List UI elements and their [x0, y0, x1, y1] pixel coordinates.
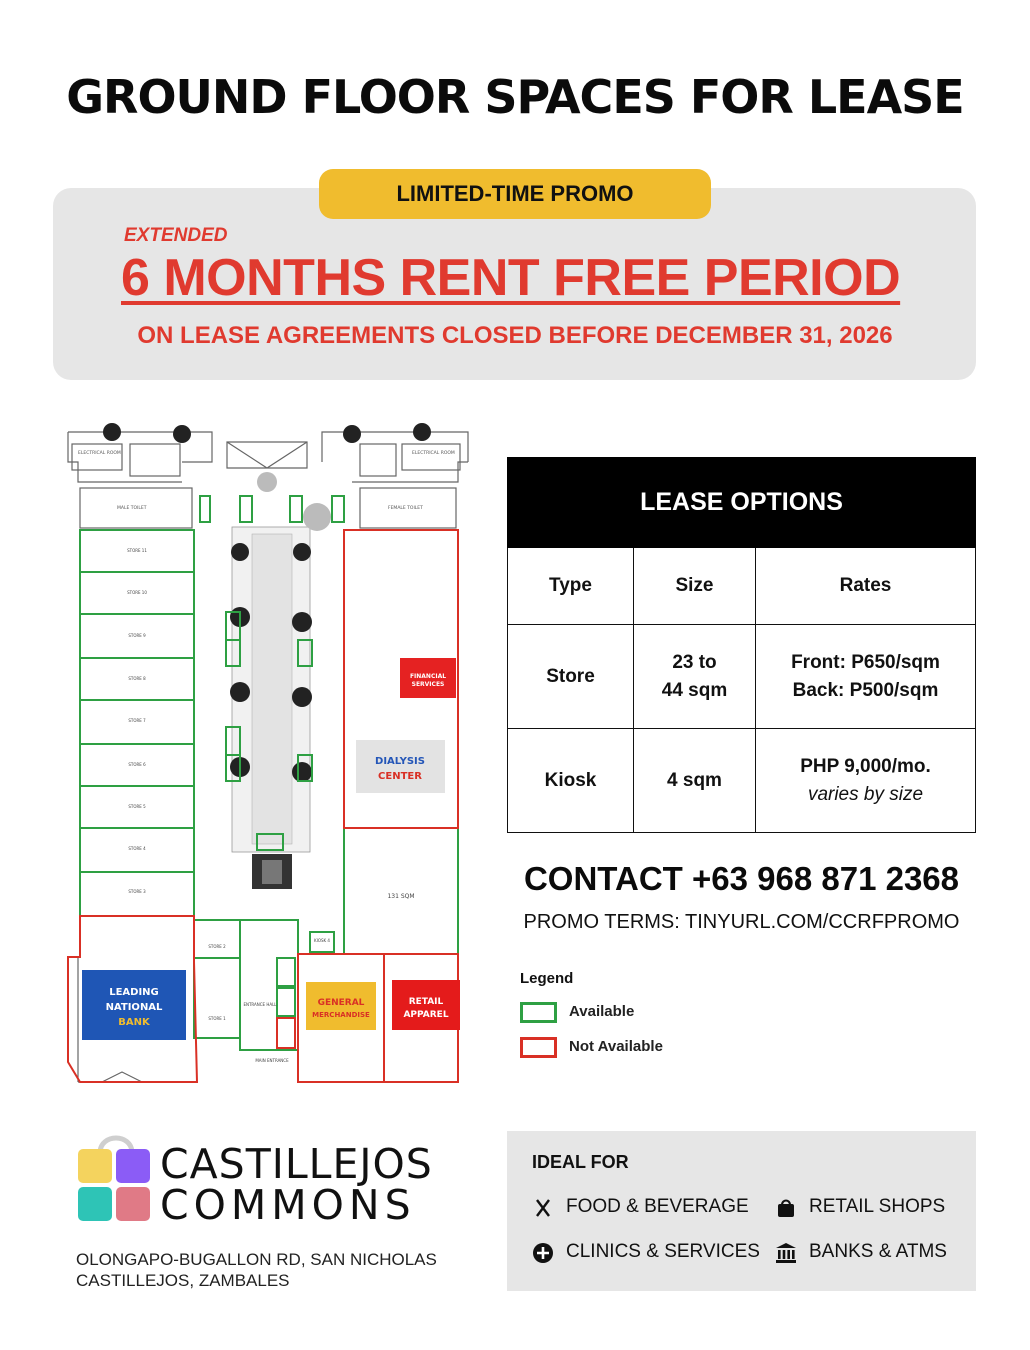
promo-headline: 6 MONTHS RENT FREE PERIOD: [121, 249, 901, 307]
ideal-for-title: IDEAL FOR: [532, 1152, 629, 1172]
tenant-dialysis-center: [356, 740, 445, 793]
label-male-toilet: MALE TOILET: [117, 506, 147, 511]
table-row: [508, 625, 976, 729]
kiosk-3: [277, 958, 295, 986]
store-size: [634, 625, 756, 729]
kiosk-rate: PHP 9,000/mo.: [800, 755, 931, 777]
col-header-rates: Rates: [756, 548, 976, 625]
ideal-label-clinics: CLINICS & SERVICES: [566, 1241, 760, 1262]
legend-swatch-available: [520, 1002, 557, 1023]
ideal-label-retail: RETAIL SHOPS: [809, 1196, 946, 1217]
label-electrical-left: ELECTRICAL ROOM: [78, 451, 121, 456]
store-size-line-2: 44 sqm: [661, 679, 728, 701]
kiosk-size: 4 sqm: [634, 729, 756, 833]
tenant-financial-services: [400, 658, 456, 698]
castillejos-commons-logo: [76, 1131, 156, 1226]
lease-options-table: [507, 457, 976, 833]
legend-label-available: Available: [569, 1003, 635, 1020]
store-label-1: STORE 1: [208, 1016, 226, 1021]
kiosk-rate-note: varies by size: [807, 783, 924, 805]
table-row: [508, 729, 976, 833]
store-label-2: STORE 2: [208, 944, 226, 949]
space-131-label: 131 SQM: [387, 893, 415, 900]
kiosk-rates: [756, 729, 976, 833]
store-label-7: STORE 7: [128, 718, 146, 723]
ideal-label-banks: BANKS & ATMS: [809, 1241, 947, 1262]
financial-line-1: FINANCIAL: [409, 673, 447, 680]
store-label-8: STORE 8: [128, 676, 146, 681]
store-rate-front: Front: P650/sqm: [791, 651, 940, 673]
store-3: [80, 872, 194, 916]
kiosk-4-label: KIOSK 4: [314, 938, 330, 943]
kiosk-1: [277, 1018, 295, 1048]
store-label-6: STORE 6: [128, 762, 146, 767]
retail-line-2: APPAREL: [403, 1010, 449, 1020]
label-female-toilet: FEMALE TOILET: [388, 506, 423, 511]
address-line-1: OLONGAPO-BUGALLON RD, SAN NICHOLAS: [76, 1250, 437, 1269]
general-line-2: MERCHANDISE: [312, 1011, 370, 1019]
legend-title: Legend: [520, 970, 574, 987]
tenant-leading-national-bank: [82, 970, 186, 1040]
store-2: [194, 920, 240, 958]
shopping-bag-icon: [775, 1197, 797, 1219]
brand-name-line-1: CASTILLEJOS: [160, 1140, 433, 1188]
kiosk-type: Kiosk: [508, 729, 634, 833]
dialysis-line-2: CENTER: [378, 771, 422, 782]
utensils-icon: [532, 1197, 554, 1219]
col-header-size: Size: [634, 548, 756, 625]
legend: [520, 970, 720, 1070]
legend-swatch-not-available: [520, 1037, 557, 1058]
promo-badge: LIMITED-TIME PROMO: [319, 169, 711, 219]
store-label-4: STORE 4: [128, 846, 146, 851]
bank-line-3: BANK: [118, 1017, 150, 1028]
bank-icon: [775, 1242, 797, 1264]
address-line-2: CASTILLEJOS, ZAMBALES: [76, 1271, 290, 1290]
floor-plan: [62, 422, 474, 1086]
legend-label-not-available: Not Available: [569, 1038, 663, 1055]
address: [76, 1249, 437, 1291]
store-label-5: STORE 5: [128, 804, 146, 809]
electrical-room-left: [72, 444, 122, 470]
contact-phone[interactable]: CONTACT +63 968 871 2368: [523, 860, 960, 897]
store-label-9: STORE 9: [128, 633, 146, 638]
store-1: [194, 958, 240, 1038]
tenant-general-merchandise: [306, 982, 376, 1030]
electrical-room-right: [402, 444, 460, 470]
space-131: [344, 828, 458, 954]
retail-line-1: RETAIL: [408, 997, 444, 1007]
ideal-for-panel: [507, 1131, 976, 1291]
promo-condition: ON LEASE AGREEMENTS CLOSED BEFORE DECEMBER 31, 2026: [137, 322, 893, 349]
bank-line-1: LEADING: [109, 987, 159, 998]
store-size-line-1: 23 to: [672, 651, 717, 673]
dialysis-line-1: DIALYSIS: [375, 756, 425, 767]
store-rate-back: Back: P500/sqm: [792, 679, 939, 701]
tenant-retail-apparel: [392, 980, 460, 1030]
store-type: Store: [508, 625, 634, 729]
plus-circle-icon: [532, 1242, 554, 1264]
main-entrance-label: MAIN ENTRANCE: [255, 1058, 289, 1063]
bank-line-2: NATIONAL: [105, 1002, 163, 1013]
brand-name-line-2: COMMONS: [160, 1181, 416, 1229]
store-label-10: STORE 10: [127, 590, 147, 595]
lease-table-title: LEASE OPTIONS: [508, 458, 976, 548]
general-line-1: GENERAL: [317, 998, 365, 1008]
promo-extended-label: EXTENDED: [124, 225, 228, 246]
store-rates: [756, 625, 976, 729]
entrance-hall-label: ENTRANCE HALL: [243, 1002, 277, 1007]
ideal-label-food: FOOD & BEVERAGE: [566, 1196, 749, 1217]
kiosk-2: [277, 988, 295, 1016]
atrium: [103, 423, 431, 889]
page-title: GROUND FLOOR SPACES FOR LEASE: [66, 70, 964, 124]
promo-terms-link[interactable]: PROMO TERMS: TINYURL.COM/CCRFPROMO: [523, 911, 960, 933]
label-electrical-right: ELECTRICAL ROOM: [412, 451, 455, 456]
col-header-type: Type: [508, 548, 634, 625]
store-label-3: STORE 3: [128, 889, 146, 894]
store-label-11: STORE 11: [127, 548, 147, 553]
financial-line-2: SERVICES: [411, 681, 445, 688]
